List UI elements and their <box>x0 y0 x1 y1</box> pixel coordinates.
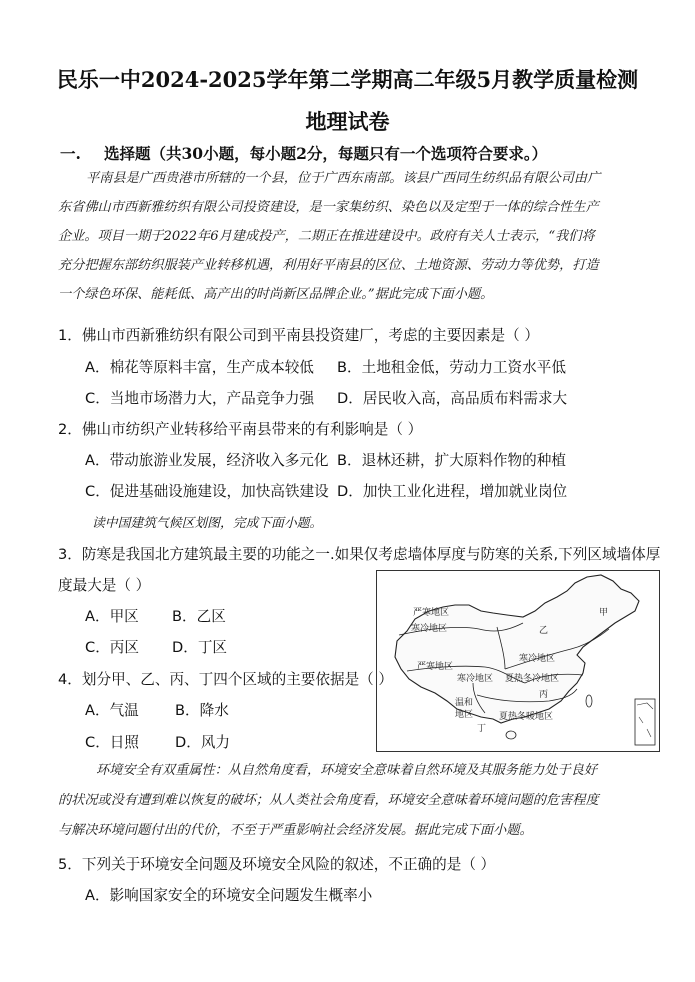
south-china-sea-inset <box>635 699 655 745</box>
q1-option-a: A．棉花等原料丰富，生产成本较低 <box>85 359 314 376</box>
passage-2-line: 的状况或没有遭到难以恢复的破坏；从人类社会角度看，环境安全意味着环境问题的危害程度 <box>58 793 599 808</box>
q4-option-d: D．风力 <box>175 734 231 751</box>
map-label: 寒冷地区 <box>519 654 556 664</box>
section-number: 一. <box>60 144 81 163</box>
q4-option-b: B．降水 <box>175 702 229 719</box>
section-heading <box>60 142 547 164</box>
map-label: 严寒地区 <box>417 662 454 672</box>
question-1-stem: 1．佛山市西新雅纺织有限公司到平南县投资建厂，考虑的主要因素是（ ） <box>58 327 539 344</box>
passage-1-line: 一个绿色环保、能耗低、高产出的时尚新区品牌企业。”据此完成下面小题。 <box>58 287 494 302</box>
q3-option-b: B．乙区 <box>172 608 226 625</box>
passage-2-line: 与解决环境问题付出的代价，不至于严重影响社会经济发展。据此完成下面小题。 <box>58 823 533 838</box>
map-question-intro: 读中国建筑气候区划图，完成下面小题。 <box>92 516 323 531</box>
passage-1-line: 东省佛山市西新雅纺织有限公司投资建设，是一家集纺织、染色以及定型于一体的综合性生产 <box>58 200 599 215</box>
question-3-stem-line2: 度最大是（ ） <box>58 577 151 594</box>
q3-option-d: D．丁区 <box>172 639 228 656</box>
question-5-stem: 5．下列关于环境安全问题及环境安全风险的叙述，不正确的是（ ） <box>58 856 496 873</box>
map-label: 夏热冬暖地区 <box>499 712 554 722</box>
q4-option-c: C．日照 <box>85 734 139 751</box>
question-2-stem: 2．佛山市纺织产业转移给平南县带来的有利影响是（ ） <box>58 421 423 438</box>
map-label: 乙 <box>539 626 549 636</box>
passage-1-line: 企业。项目一期于2022年6月建成投产，二期正在推进建设中。政府有关人士表示，“我们将 <box>58 229 595 244</box>
q1-option-d: D．居民收入高，高品质布料需求大 <box>337 390 568 407</box>
passage-1-line: 平南县是广西贵港市所辖的一个县，位于广西东南部。该县广西同生纺织品有限公司由广 <box>86 171 601 186</box>
hainan-island <box>506 731 516 739</box>
q2-option-b: B．退林还耕，扩大原料作物的种植 <box>337 452 566 469</box>
subject-title: 地理试卷 <box>305 109 390 134</box>
building-climate-zone-map <box>376 570 660 752</box>
question-4-stem: 4．划分甲、乙、丙、丁四个区域的主要依据是（ ） <box>58 671 393 688</box>
map-label: 寒冷地区 <box>457 674 494 684</box>
q2-option-a: A．带动旅游业发展，经济收入多元化 <box>85 452 329 469</box>
q2-option-d: D．加快工业化进程，增加就业岗位 <box>337 483 568 500</box>
map-label: 甲 <box>599 608 609 618</box>
section-label: 选择题（共30小题，每小题2分，每题只有一个选项符合要求。） <box>104 144 548 163</box>
q3-option-a: A．甲区 <box>85 608 139 625</box>
passage-2 <box>58 756 642 846</box>
taiwan-island <box>586 695 592 707</box>
passage-1-line: 充分把握东部纺织服装产业转移机遇，利用好平南县的区位、土地资源、劳动力等优势，打造 <box>58 258 599 273</box>
q3-option-c: C．丙区 <box>85 639 139 656</box>
q4-option-a: A．气温 <box>85 702 139 719</box>
map-label: 夏热冬冷地区 <box>505 674 560 684</box>
question-3-stem-line1: 3．防寒是我国北方建筑最主要的功能之一.如果仅考虑墙体厚度与防寒的关系,下列区域墙体厚 <box>58 546 661 563</box>
q1-option-b: B．土地租金低，劳动力工资水平低 <box>337 359 566 376</box>
q2-option-c: C．促进基础设施建设，加快高铁建设 <box>85 483 329 500</box>
q5-option-a: A．影响国家安全的环境安全问题发生概率小 <box>85 887 373 904</box>
china-outline <box>395 575 639 723</box>
passage-2-line: 环境安全有双重属性：从自然角度看，环境安全意味着自然环境及其服务能力处于良好 <box>96 763 598 778</box>
map-label: 地区 <box>455 710 474 720</box>
map-label: 严寒地区 <box>413 608 450 618</box>
map-svg <box>377 571 659 751</box>
passage-1 <box>58 164 642 309</box>
map-label: 寒冷地区 <box>411 624 448 634</box>
exam-title: 民乐一中2024-2025学年第二学期高二年级5月教学质量检测 <box>56 67 639 92</box>
map-label: 丁 <box>477 724 487 734</box>
map-label: 温和 <box>455 698 474 708</box>
map-label: 丙 <box>539 690 549 700</box>
q1-option-c: C．当地市场潜力大，产品竞争力强 <box>85 390 315 407</box>
